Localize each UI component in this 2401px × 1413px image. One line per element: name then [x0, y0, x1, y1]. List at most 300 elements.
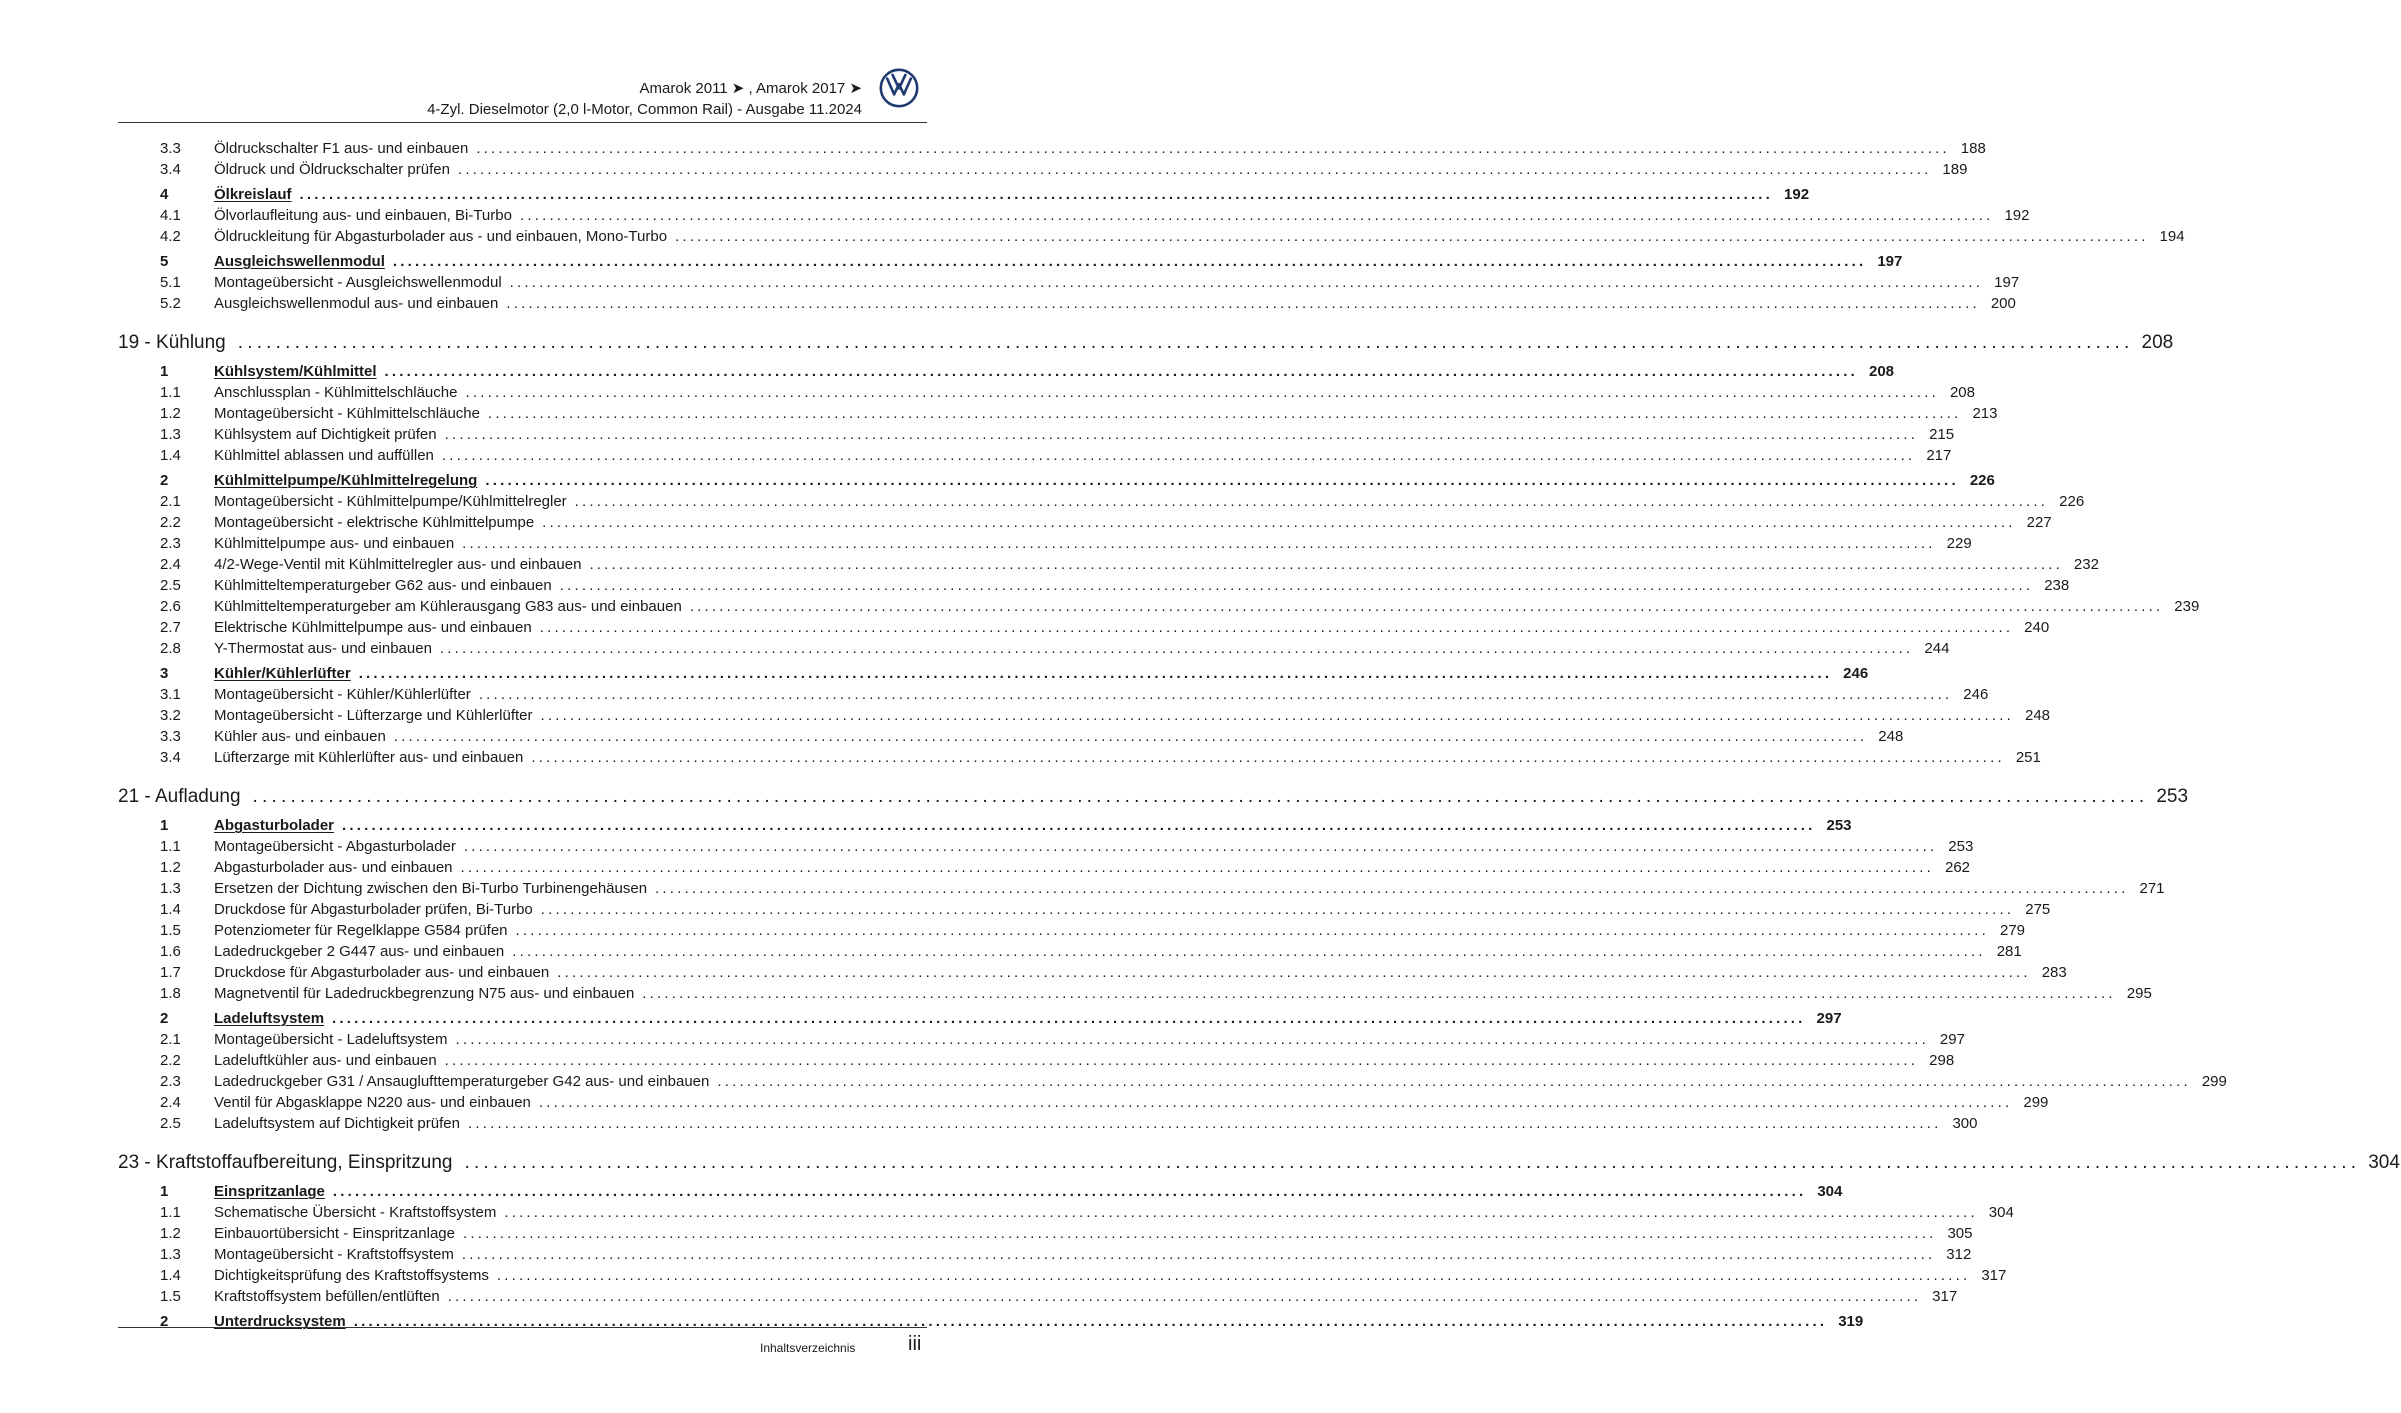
toc-dot-leader: ........................................................................................................................................................................................................ [461, 1246, 1936, 1263]
toc-entry-line [214, 184, 1810, 205]
toc-page-number: 217 [1926, 447, 1952, 464]
toc-entry-row[interactable] [118, 205, 2030, 226]
toc-entry-number: 2.2 [160, 1052, 181, 1069]
toc-page-number: 253 [1948, 838, 1974, 855]
toc-dot-leader: ........................................................................................................................................................................................................ [717, 1073, 2191, 1090]
document-header [118, 78, 862, 120]
toc-page-number: 298 [1929, 1052, 1955, 1069]
toc-entry-row[interactable] [118, 617, 2050, 638]
toc-page-number: 232 [2073, 556, 2099, 573]
toc-entry-title: Montageübersicht - Kühler/Kühlerlüfter [214, 686, 471, 703]
footer-page-number: iii [908, 1333, 922, 1355]
toc-entry-line [214, 962, 2067, 983]
toc-entry-number: 4.2 [160, 228, 181, 245]
toc-page-number: 262 [1944, 859, 1971, 876]
toc-entry-line [214, 878, 2165, 899]
toc-dot-leader: ........................................................................................................................................................................................................ [655, 880, 2129, 897]
toc-page-number: 192 [1784, 186, 1810, 203]
toc-section-row[interactable] [118, 815, 1852, 836]
toc-page-number: 189 [1942, 161, 1968, 178]
toc-entry-line [214, 1286, 1958, 1307]
toc-entry-number: 2 [160, 1313, 169, 1330]
toc-entry-line [214, 1071, 2227, 1092]
toc-entry-row[interactable] [118, 403, 1998, 424]
toc-entry-number: 3.4 [160, 161, 181, 178]
toc-entry-title: Ölkreislauf [214, 186, 292, 203]
footer-section-label: Inhaltsverzeichnis [760, 1341, 856, 1355]
toc-entry-title: Ladeluftkühler aus- und einbauen [214, 1052, 437, 1069]
toc-entry-row[interactable] [118, 726, 1904, 747]
toc-entry-number: 1.5 [160, 1288, 181, 1305]
toc-entry-title: Ladeluftsystem auf Dichtigkeit prüfen [214, 1115, 460, 1132]
toc-entry-title: Kühler aus- und einbauen [214, 728, 386, 745]
toc-dot-leader: ........................................................................................................................................................................................................ [463, 838, 1938, 855]
toc-entry-number: 1 [160, 1183, 169, 1200]
toc-dot-leader: ........................................................................................................................................................................................................ [460, 859, 1935, 876]
toc-entry-title: Montageübersicht - Kraftstoffsystem [214, 1246, 454, 1263]
toc-entry-line [214, 554, 2099, 575]
toc-entry-line [214, 638, 1950, 659]
toc-chapter-row[interactable] [118, 328, 2174, 357]
toc-entry-row[interactable] [118, 424, 1955, 445]
toc-dot-leader: ........................................................................................................................................................................................................ [393, 728, 1868, 745]
toc-entry-row[interactable] [118, 159, 1968, 180]
toc-entry-row[interactable] [118, 491, 2085, 512]
toc-dot-leader: ........................................................................................................................................................................................................ [559, 577, 2034, 594]
toc-entry-line [214, 705, 2051, 726]
toc-entry-line [214, 138, 1986, 159]
toc-entry-title: Y-Thermostat aus- und einbauen [214, 640, 432, 657]
toc-dot-leader: ........................................................................................................................................................................................................ [531, 749, 2005, 766]
toc-page-number: 283 [2041, 964, 2067, 981]
toc-entry-number: 1.1 [160, 1204, 181, 1221]
toc-entry-line [214, 575, 2070, 596]
toc-entry-number: 5.1 [160, 274, 181, 291]
toc-entry-title: Ladeluftsystem [214, 1010, 325, 1027]
toc-page-number: 304 [1988, 1204, 2014, 1221]
toc-entry-line [118, 782, 2189, 811]
toc-entry-row[interactable] [118, 705, 2051, 726]
toc-entry-line [214, 382, 1975, 403]
toc-entry-number: 1.5 [160, 922, 181, 939]
toc-entry-line [214, 251, 1903, 272]
toc-dot-leader: ........................................................................................................................................................................................................ [512, 943, 1986, 960]
toc-entry-row[interactable] [118, 382, 1975, 403]
toc-entry-row[interactable] [118, 512, 2052, 533]
toc-page-number: 208 [1949, 384, 1975, 401]
toc-section-row[interactable] [118, 361, 1895, 382]
toc-entry-line [214, 1113, 1978, 1134]
toc-entry-row[interactable] [118, 138, 1986, 159]
toc-page-number: 229 [1946, 535, 1972, 552]
toc-page-number: 192 [2004, 207, 2030, 224]
toc-entry-number: 1.3 [160, 880, 181, 897]
toc-entry-title: Ventil für Abgasklappe N220 aus- und einbauen [214, 1094, 531, 1111]
toc-entry-line [214, 1244, 1972, 1265]
header-model-line: Amarok 2011 ➤ , Amarok 2017 ➤ [639, 80, 862, 97]
toc-entry-title: Kühlmitteltemperaturgeber am Kühlerausgang G83 aus- und einbauen [214, 598, 682, 615]
toc-entry-row[interactable] [118, 983, 2152, 1004]
toc-section-row[interactable] [118, 251, 1903, 272]
toc-entry-number: 1.4 [160, 901, 181, 918]
toc-page-number: 194 [2159, 228, 2185, 245]
toc-entry-line [214, 663, 1869, 684]
toc-dot-leader: ........................................................................................................................................................................................................ [478, 686, 1953, 703]
toc-page-number: 251 [2015, 749, 2041, 766]
toc-entry-title: Kühlsystem auf Dichtigkeit prüfen [214, 426, 437, 443]
toc-page-number: 299 [2201, 1073, 2227, 1090]
toc-entry-number: 1.4 [160, 447, 181, 464]
toc-entry-line [214, 1092, 2049, 1113]
toc-entry-line [214, 1265, 2007, 1286]
toc-dot-leader: ........................................................................................................................................................................................................ [485, 472, 1959, 489]
toc-entry-title: Magnetventil für Ladedruckbegrenzung N75 aus- und einbauen [214, 985, 635, 1002]
toc-dot-leader: ........................................................................................................................................................................................................ [353, 1313, 1828, 1330]
toc-entry-row[interactable] [118, 226, 2185, 247]
toc-entry-title: Ölvorlaufleitung aus- und einbauen, Bi-Turbo [214, 207, 512, 224]
toc-page-number: 300 [1952, 1115, 1978, 1132]
toc-entry-line [118, 1148, 2400, 1177]
toc-entry-line [214, 747, 2041, 768]
toc-dot-leader: ........................................................................................................................................................................................................ [444, 426, 1919, 443]
toc-entry-title: Öldruck und Öldruckschalter prüfen [214, 161, 450, 178]
toc-entry-line [214, 361, 1895, 382]
toc-entry-number: 2.3 [160, 1073, 181, 1090]
toc-entry-row[interactable] [118, 684, 1989, 705]
toc-dot-leader: ........................................................................................................................................................................................................ [444, 1052, 1919, 1069]
toc-dot-leader: ........................................................................................................................................................................................................ [642, 985, 2116, 1002]
toc-page-number: 248 [2024, 707, 2051, 724]
toc-entry-row[interactable] [118, 1113, 1978, 1134]
toc-section-row[interactable] [118, 184, 1810, 205]
toc-entry-line [214, 470, 1995, 491]
toc-dot-leader: ........................................................................................................................................................................................................ [574, 493, 2049, 510]
toc-dot-leader: ........................................................................................................................................................................................................ [342, 817, 1816, 834]
toc-section-row[interactable] [118, 663, 1869, 684]
toc-page-number: 253 [2156, 786, 2189, 807]
toc-entry-line [214, 857, 1971, 878]
toc-page-number: 240 [2024, 619, 2050, 636]
toc-entry-number: 3.3 [160, 140, 181, 157]
toc-entry-title: Ausgleichswellenmodul [214, 253, 385, 270]
toc-entry-row[interactable] [118, 1244, 1972, 1265]
toc-entry-line [214, 1008, 1842, 1029]
toc-entry-row[interactable] [118, 1029, 1965, 1050]
toc-entry-title: Ausgleichswellenmodul aus- und einbauen [214, 295, 499, 312]
toc-entry-number: 2.5 [160, 577, 181, 594]
toc-dot-leader: ........................................................................................................................................................................................................ [447, 1288, 1922, 1305]
toc-dot-leader: ........................................................................................................................................................................................................ [358, 665, 1833, 682]
toc-page-number: 281 [1996, 943, 2022, 960]
toc-entry-title: 23 - Kraftstoffaufbereitung, Einspritzung [118, 1152, 453, 1173]
toc-dot-leader: ........................................................................................................................................................................................................ [457, 161, 1932, 178]
toc-page-number: 239 [2174, 598, 2200, 615]
toc-page-number: 244 [1924, 640, 1950, 657]
toc-entry-row[interactable] [118, 1071, 2227, 1092]
toc-dot-leader: ........................................................................................................................................................................................................ [384, 363, 1859, 380]
toc-entry-number: 4.1 [160, 207, 181, 224]
toc-entry-number: 1.3 [160, 1246, 181, 1263]
toc-dot-leader: ........................................................................................................................................................................................................ [675, 228, 2149, 245]
toc-entry-line [214, 1223, 1973, 1244]
toc-entry-row[interactable] [118, 1202, 2014, 1223]
toc-page-number: 238 [2044, 577, 2070, 594]
toc-dot-leader: ........................................................................................................................................................................................................ [332, 1183, 1807, 1200]
toc-page-number: 215 [1929, 426, 1955, 443]
toc-entry-row[interactable] [118, 638, 1950, 659]
toc-page-number: 304 [2368, 1152, 2400, 1173]
toc-entry-line [214, 424, 1955, 445]
toc-entry-number: 2.8 [160, 640, 181, 657]
toc-entry-number: 2.5 [160, 1115, 181, 1132]
toc-dot-leader: ........................................................................................................................................................................................................ [465, 384, 1939, 401]
toc-dot-leader: ........................................................................................................................................................................................................ [464, 1152, 2361, 1173]
toc-entry-title: Montageübersicht - Kühlmittelpumpe/Kühlmittelregler [214, 493, 567, 510]
toc-entry-title: Lüfterzarge mit Kühlerlüfter aus- und einbauen [214, 749, 524, 766]
toc-page-number: 248 [1878, 728, 1904, 745]
toc-page-number: 208 [2141, 332, 2174, 353]
toc-entry-line [214, 815, 1852, 836]
toc-entry-row[interactable] [118, 596, 2200, 617]
toc-entry-row[interactable] [118, 962, 2067, 983]
toc-entry-row[interactable] [118, 575, 2070, 596]
toc-dot-leader: ........................................................................................................................................................................................................ [515, 922, 1990, 939]
toc-entry-row[interactable] [118, 1265, 2007, 1286]
toc-entry-title: Montageübersicht - Abgasturbolader [214, 838, 456, 855]
toc-entry-row[interactable] [118, 1286, 1958, 1307]
toc-dot-leader: ........................................................................................................................................................................................................ [557, 964, 2031, 981]
toc-page-number: 197 [1994, 274, 2020, 291]
toc-entry-row[interactable] [118, 554, 2099, 575]
toc-entry-title: Öldruckschalter F1 aus- und einbauen [214, 140, 469, 157]
header-engine-line: 4-Zyl. Dieselmotor (2,0 l-Motor, Common Rail) - Ausgabe 11.2024 [427, 101, 862, 118]
toc-entry-line [214, 1181, 1843, 1202]
toc-entry-title: Kühlsystem/Kühlmittel [214, 363, 377, 380]
toc-entry-title: Elektrische Kühlmittelpumpe aus- und einbauen [214, 619, 532, 636]
toc-dot-leader: ........................................................................................................................................................................................................ [519, 207, 1994, 224]
toc-entry-number: 1.2 [160, 405, 181, 422]
toc-entry-row[interactable] [118, 445, 1952, 466]
toc-page-number: 227 [2026, 514, 2052, 531]
toc-dot-leader: ........................................................................................................................................................................................................ [538, 1094, 2013, 1111]
toc-page-number: 271 [2139, 880, 2165, 897]
toc-entry-line [214, 726, 1904, 747]
toc-section-row[interactable] [118, 1311, 1864, 1332]
toc-page-number: 246 [1963, 686, 1989, 703]
toc-entry-number: 1.8 [160, 985, 181, 1002]
toc-entry-number: 3.4 [160, 749, 181, 766]
toc-entry-number: 3.1 [160, 686, 181, 703]
toc-entry-title: Montageübersicht - Ladeluftsystem [214, 1031, 448, 1048]
toc-dot-leader: ........................................................................................................................................................................................................ [496, 1267, 1971, 1284]
toc-page-number: 226 [2059, 493, 2085, 510]
toc-page-number: 208 [1869, 363, 1895, 380]
toc-entry-row[interactable] [118, 920, 2026, 941]
toc-entry-title: Kühler/Kühlerlüfter [214, 665, 351, 682]
toc-entry-line [214, 983, 2152, 1004]
toc-entry-number: 2.7 [160, 619, 181, 636]
toc-entry-number: 2 [160, 472, 169, 489]
toc-page-number: 197 [1877, 253, 1903, 270]
toc-entry-title: Montageübersicht - elektrische Kühlmittelpumpe [214, 514, 535, 531]
toc-page-number: 275 [2025, 901, 2051, 918]
toc-entry-line [214, 1311, 1864, 1332]
toc-entry-line [214, 941, 2022, 962]
toc-entry-title: Schematische Übersicht - Kraftstoffsystem [214, 1204, 497, 1221]
header-divider [118, 122, 927, 123]
toc-entry-row[interactable] [118, 836, 1974, 857]
toc-chapter-row[interactable] [118, 1148, 2400, 1177]
toc-entry-number: 1.7 [160, 964, 181, 981]
toc-dot-leader: ........................................................................................................................................................................................................ [332, 1010, 1806, 1027]
toc-section-row[interactable] [118, 470, 1995, 491]
toc-entry-title: Montageübersicht - Lüfterzarge und Kühlerlüfter [214, 707, 533, 724]
toc-entry-row[interactable] [118, 1050, 1955, 1071]
toc-page-number: 295 [2126, 985, 2152, 1002]
toc-entry-title: Ladedruckgeber G31 / Ansauglufttemperaturgeber G42 aus- und einbauen [214, 1073, 710, 1090]
toc-entry-row[interactable] [118, 272, 2020, 293]
toc-entry-number: 3.3 [160, 728, 181, 745]
toc-entry-title: Unterdrucksystem [214, 1313, 346, 1330]
toc-dot-leader: ........................................................................................................................................................................................................ [439, 640, 1914, 657]
table-of-contents [118, 138, 2400, 1332]
toc-entry-number: 2 [160, 1010, 169, 1027]
toc-entry-line [214, 596, 2200, 617]
toc-entry-title: Öldruckleitung für Abgasturbolader aus - und einbauen, Mono-Turbo [214, 228, 668, 245]
toc-entry-number: 4 [160, 186, 169, 203]
toc-entry-title: Druckdose für Abgasturbolader aus- und einbauen [214, 964, 550, 981]
toc-entry-row[interactable] [118, 293, 2016, 314]
toc-entry-line [214, 533, 1972, 554]
toc-entry-title: Kraftstoffsystem befüllen/entlüften [214, 1288, 440, 1305]
toc-entry-row[interactable] [118, 747, 2041, 768]
toc-dot-leader: ........................................................................................................................................................................................................ [509, 274, 1984, 291]
toc-dot-leader: ........................................................................................................................................................................................................ [392, 253, 1867, 270]
toc-entry-title: Montageübersicht - Kühlmittelschläuche [214, 405, 480, 422]
toc-entry-title: Ladedruckgeber 2 G447 aus- und einbauen [214, 943, 505, 960]
toc-entry-number: 1.3 [160, 426, 181, 443]
toc-entry-number: 5.2 [160, 295, 181, 312]
toc-entry-title: Dichtigkeitsprüfung des Kraftstoffsystems [214, 1267, 489, 1284]
toc-dot-leader: ........................................................................................................................................................................................................ [540, 707, 2015, 724]
toc-dot-leader: ........................................................................................................................................................................................................ [462, 1225, 1937, 1242]
toc-page-number: 304 [1817, 1183, 1843, 1200]
toc-dot-leader: ........................................................................................................................................................................................................ [467, 1115, 1942, 1132]
toc-dot-leader: ........................................................................................................................................................................................................ [487, 405, 1962, 422]
toc-page-number: 297 [1816, 1010, 1842, 1027]
toc-dot-leader: ........................................................................................................................................................................................................ [462, 535, 1936, 552]
toc-page-number: 279 [1999, 922, 2026, 939]
toc-page-number: 317 [1932, 1288, 1958, 1305]
toc-entry-line [214, 1029, 1965, 1050]
toc-entry-number: 1.2 [160, 1225, 181, 1242]
toc-dot-leader: ........................................................................................................................................................................................................ [299, 186, 1774, 203]
toc-entry-number: 2.2 [160, 514, 181, 531]
toc-page-number: 305 [1947, 1225, 1973, 1242]
toc-dot-leader: ........................................................................................................................................................................................................ [476, 140, 1950, 157]
toc-entry-title: 4/2-Wege-Ventil mit Kühlmittelregler aus- und einbauen [214, 556, 582, 573]
toc-entry-row[interactable] [118, 899, 2051, 920]
toc-page-number: 188 [1960, 140, 1986, 157]
toc-entry-title: Ersetzen der Dichtung zwischen den Bi-Turbo Turbinengehäusen [214, 880, 648, 897]
toc-entry-line [214, 617, 2050, 638]
toc-entry-number: 2.4 [160, 556, 181, 573]
toc-entry-number: 1 [160, 363, 169, 380]
toc-entry-number: 1.1 [160, 838, 181, 855]
toc-entry-number: 3 [160, 665, 169, 682]
toc-entry-title: Kühlmittel ablassen und auffüllen [214, 447, 434, 464]
toc-dot-leader: ........................................................................................................................................................................................................ [539, 619, 2014, 636]
toc-section-row[interactable] [118, 1008, 1842, 1029]
toc-entry-number: 1.2 [160, 859, 181, 876]
toc-dot-leader: ........................................................................................................................................................................................................ [252, 786, 2149, 807]
toc-entry-line [214, 159, 1968, 180]
toc-dot-leader: ........................................................................................................................................................................................................ [455, 1031, 1929, 1048]
toc-page-number: 317 [1981, 1267, 2007, 1284]
toc-entry-line [214, 403, 1998, 424]
toc-entry-line [214, 836, 1974, 857]
toc-entry-number: 2.3 [160, 535, 181, 552]
toc-entry-row[interactable] [118, 857, 1971, 878]
toc-entry-number: 2.6 [160, 598, 181, 615]
toc-entry-title: Montageübersicht - Ausgleichswellenmodul [214, 274, 502, 291]
toc-entry-line [118, 328, 2174, 357]
toc-entry-line [214, 1050, 1955, 1071]
toc-entry-line [214, 684, 1989, 705]
toc-entry-number: 1.1 [160, 384, 181, 401]
toc-page-number: 297 [1939, 1031, 1965, 1048]
toc-entry-line [214, 205, 2030, 226]
toc-entry-number: 1.6 [160, 943, 181, 960]
toc-entry-number: 3.2 [160, 707, 181, 724]
toc-entry-title: Kühlmitteltemperaturgeber G62 aus- und einbauen [214, 577, 552, 594]
toc-entry-title: Abgasturbolader aus- und einbauen [214, 859, 453, 876]
toc-page-number: 246 [1843, 665, 1869, 682]
toc-entry-row[interactable] [118, 533, 1972, 554]
toc-page-number: 213 [1972, 405, 1998, 422]
footer-divider [118, 1327, 927, 1328]
toc-entry-row[interactable] [118, 1092, 2049, 1113]
toc-entry-row[interactable] [118, 1223, 1973, 1244]
toc-entry-line [214, 920, 2026, 941]
toc-entry-line [214, 293, 2016, 314]
toc-entry-number: 2.1 [160, 493, 181, 510]
toc-entry-title: Potenziometer für Regelklappe G584 prüfen [214, 922, 508, 939]
toc-entry-title: Einbauortübersicht - Einspritzanlage [214, 1225, 455, 1242]
toc-entry-line [214, 445, 1952, 466]
toc-entry-title: 19 - Kühlung [118, 332, 226, 353]
toc-entry-row[interactable] [118, 878, 2165, 899]
toc-entry-number: 2.1 [160, 1031, 181, 1048]
toc-entry-line [214, 226, 2185, 247]
toc-entry-title: Einspritzanlage [214, 1183, 325, 1200]
toc-section-row[interactable] [118, 1181, 1843, 1202]
toc-dot-leader: ........................................................................................................................................................................................................ [689, 598, 2164, 615]
toc-entry-title: Kühlmittelpumpe aus- und einbauen [214, 535, 455, 552]
vw-logo-icon [879, 68, 919, 108]
toc-entry-number: 2.4 [160, 1094, 181, 1111]
toc-entry-title: Anschlussplan - Kühlmittelschläuche [214, 384, 458, 401]
toc-page-number: 319 [1838, 1313, 1864, 1330]
toc-chapter-row[interactable] [118, 782, 2189, 811]
toc-dot-leader: ........................................................................................................................................................................................................ [506, 295, 1980, 312]
toc-page-number: 253 [1826, 817, 1852, 834]
toc-entry-number: 5 [160, 253, 169, 270]
toc-page-number: 200 [1990, 295, 2016, 312]
toc-entry-line [214, 491, 2085, 512]
toc-entry-row[interactable] [118, 941, 2022, 962]
toc-entry-line [214, 1202, 2014, 1223]
